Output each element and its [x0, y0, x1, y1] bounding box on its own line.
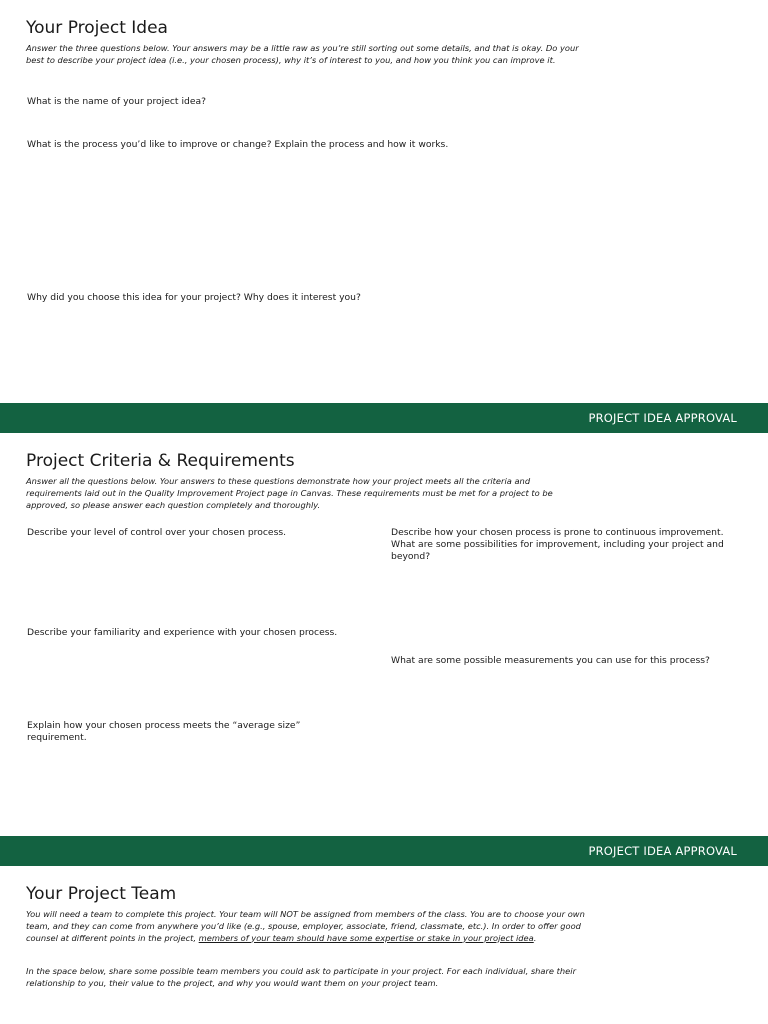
team-intro-end: . [533, 932, 537, 943]
section-title-project-team: Your Project Team [26, 884, 177, 904]
team-member-instructions: In the space below, share some possible team members you could ask to participate in your project. For each individual, share their relationship to you, their value to the project, and why you would want them on your project team. [26, 966, 576, 988]
question-familiarity: Describe your familiarity and experience with your chosen process. [27, 627, 338, 638]
team-intro-text: You will need a team to complete this project. Your team will NOT be assigned from members of the class. You are to choose your own team, and they can come from anywhere you’d like (e.g., spouse, employer, associate, friend, classmate, etc.). In order to offer good counsel at different points in the project, [26, 909, 585, 943]
approval-banner-label: PROJECT IDEA APPROVAL [588, 844, 737, 858]
question-project-name: What is the name of your project idea? [27, 96, 206, 107]
section-title-project-idea: Your Project Idea [26, 18, 168, 38]
approval-banner-2 [0, 836, 768, 866]
section-intro-project-idea: Answer the three questions below. Your answers may be a little raw as you’re still sorting out some details, and that is okay. Do your best to describe your project idea (i.e., your chosen process), why it’s of interest to you, and how you think you can improve it. [26, 43, 579, 65]
question-continuous-improvement: Describe how your chosen process is prone to continuous improvement. What are some possibilities for improvement, including your project and beyond? [391, 527, 724, 562]
question-why-idea: Why did you choose this idea for your project? Why does it interest you? [27, 292, 361, 303]
question-level-of-control: Describe your level of control over your chosen process. [27, 527, 287, 538]
section-title-criteria: Project Criteria & Requirements [26, 451, 295, 471]
section-intro-criteria: Answer all the questions below. Your answers to these questions demonstrate how your project meets all the criteria and requirements laid out in the Quality Improvement Project page in Canvas. These requirements must be met for a project to be approved, so please answer each question completely and thoroughly. [26, 476, 553, 510]
approval-banner-label: PROJECT IDEA APPROVAL [588, 411, 737, 425]
question-average-size: Explain how your chosen process meets the “average size” requirement. [27, 720, 301, 743]
question-measurements: What are some possible measurements you can use for this process? [391, 655, 710, 666]
question-process-description: What is the process you’d like to improve or change? Explain the process and how it works. [27, 139, 449, 150]
section-intro-project-team [26, 909, 591, 944]
approval-banner-1 [0, 403, 768, 433]
team-intro-underlined: members of your team should have some expertise or stake in your project idea [198, 932, 534, 943]
